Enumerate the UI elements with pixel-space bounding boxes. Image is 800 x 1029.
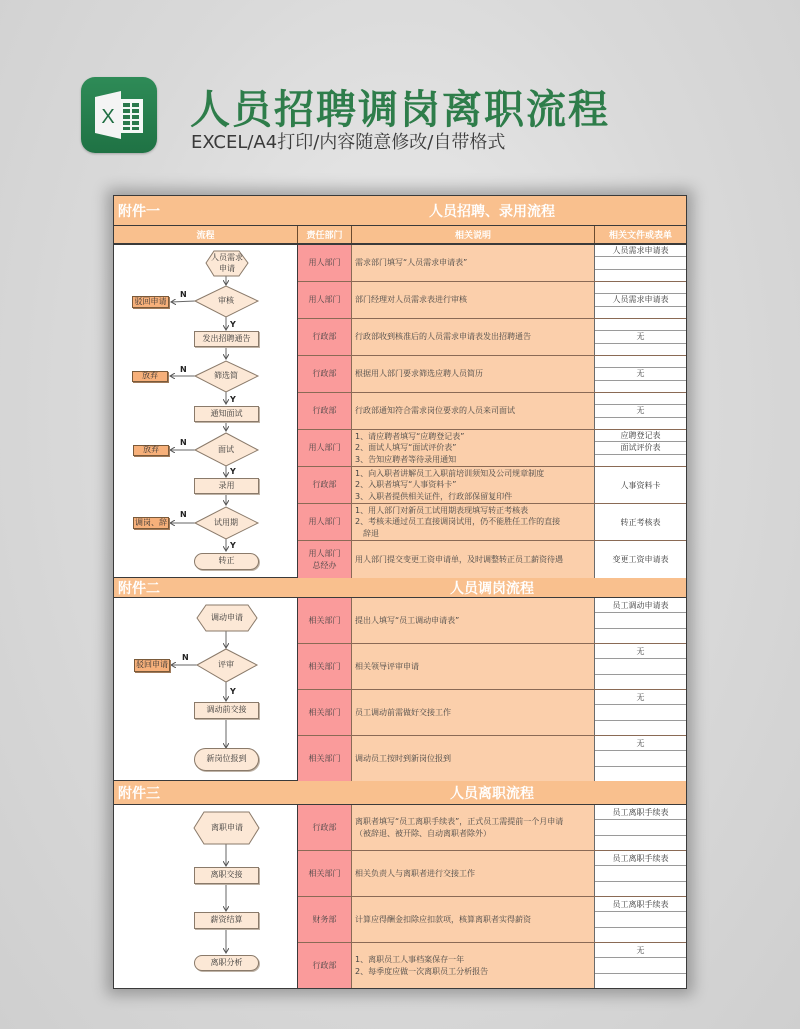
- flowchart-transfer: [114, 598, 298, 780]
- flow-side-abandon-2: 放弃: [133, 445, 169, 456]
- table-rows-recruitment: [298, 245, 686, 577]
- desc-cell: 1、向入职者讲解员工入职前培训须知及公司规章制度 2、入职者填写“人事资料卡” 3、入职者提供相关证件，行政部保留复印件: [352, 467, 595, 503]
- flow-node-report-new-post: 新岗位报到: [194, 748, 259, 771]
- form-entry: 员工离职手续表: [595, 851, 686, 866]
- label-no: N: [182, 653, 189, 662]
- spreadsheet-document: [113, 195, 687, 989]
- section-tag: 附件一: [118, 203, 160, 220]
- dept-cell: 行政部: [298, 356, 352, 392]
- forms-cell: [595, 504, 686, 540]
- form-entry: 无: [595, 690, 686, 705]
- form-entry: 无: [595, 736, 686, 751]
- section-header-resignation: [114, 781, 686, 805]
- form-entry: [595, 882, 686, 896]
- section-tag: 附件二: [118, 580, 160, 597]
- table-row: [298, 319, 686, 356]
- flow-side-abandon-1: 放弃: [132, 371, 168, 382]
- table-rows-resignation: [298, 805, 686, 988]
- column-header-flow: 流程: [114, 226, 298, 243]
- label-no: N: [180, 510, 187, 519]
- form-entry: 面试评价表: [595, 442, 686, 454]
- flowchart-recruitment: [114, 245, 298, 577]
- form-entry: 员工调动申请表: [595, 598, 686, 613]
- dept-cell: 用人部门: [298, 430, 352, 466]
- flow-node-review: 审核: [218, 295, 234, 305]
- forms-cell: [595, 851, 686, 896]
- form-entry: [595, 629, 686, 643]
- flowchart-resignation: [114, 805, 298, 988]
- desc-cell: 用人部门提交变更工资申请单，及时调整转正员工薪资待遇: [352, 541, 595, 578]
- forms-cell: [595, 393, 686, 429]
- table-row: [298, 467, 686, 504]
- forms-cell: [595, 943, 686, 988]
- flow-node-resign-analysis: 离职分析: [194, 955, 259, 971]
- form-entry: [595, 418, 686, 429]
- form-entry: [595, 705, 686, 720]
- section-tag: 附件三: [118, 785, 160, 802]
- dept-cell: 用人部门: [298, 282, 352, 318]
- desc-cell: 相关负责人与离职者进行交接工作: [352, 851, 595, 896]
- form-entry: [595, 356, 686, 368]
- form-entry: 转正考核表: [620, 517, 661, 527]
- form-entry: 无: [595, 644, 686, 659]
- desc-cell: 根据用人部门要求筛选应聘人员简历: [352, 356, 595, 392]
- forms-cell: [595, 282, 686, 318]
- section-body-resignation: [114, 805, 686, 988]
- table-rows-transfer: [298, 598, 686, 780]
- forms-cell: [595, 598, 686, 643]
- table-row: [298, 393, 686, 430]
- label-no: N: [180, 365, 187, 374]
- form-entry: 无: [595, 943, 686, 958]
- form-entry: [595, 836, 686, 850]
- form-entry: 员工离职手续表: [595, 805, 686, 820]
- page-subtitle: EXCEL/A4打印/内容随意修改/自带格式: [191, 132, 506, 153]
- section-body-recruitment: [114, 245, 686, 578]
- desc-cell: 计算应得酬金扣除应扣款项，核算离职者实得薪资: [352, 897, 595, 942]
- forms-cell: [595, 897, 686, 942]
- dept-cell: 用人部门: [298, 245, 352, 281]
- form-entry: [595, 721, 686, 735]
- form-entry: 无: [595, 368, 686, 380]
- forms-cell: [595, 541, 686, 578]
- table-row: [298, 851, 686, 897]
- form-entry: [595, 767, 686, 781]
- form-entry: 无: [595, 331, 686, 343]
- desc-cell: 1、离职员工人事档案保存一年 2、每季度应做一次离职员工分析报告: [352, 943, 595, 988]
- forms-cell: [595, 690, 686, 735]
- flow-node-resign-request: 离职申请: [211, 822, 243, 832]
- table-row: [298, 356, 686, 393]
- form-entry: [595, 866, 686, 881]
- dept-cell: 行政部: [298, 467, 352, 503]
- form-entry: [595, 270, 686, 281]
- desc-cell: 相关领导评审申请: [352, 644, 595, 689]
- form-entry: [595, 613, 686, 628]
- desc-cell: 行政部收到核准后的人员需求申请表发出招聘通告: [352, 319, 595, 355]
- table-row: [298, 805, 686, 851]
- form-entry: [595, 282, 686, 294]
- form-entry: [595, 912, 686, 927]
- form-entry: [595, 958, 686, 973]
- flow-node-transfer-request: 调动申请: [211, 612, 243, 622]
- table-row: [298, 690, 686, 736]
- forms-cell: [595, 644, 686, 689]
- forms-cell: [595, 467, 686, 503]
- table-row: [298, 897, 686, 943]
- label-yes: Y: [230, 541, 236, 550]
- form-entry: 变更工资申请表: [612, 555, 669, 564]
- section-body-transfer: [114, 598, 686, 781]
- dept-cell: 用人部门 总经办: [298, 541, 352, 578]
- dept-cell: 行政部: [298, 805, 352, 850]
- dept-cell: 相关部门: [298, 690, 352, 735]
- desc-cell: 员工调动前需做好交接工作: [352, 690, 595, 735]
- desc-cell: 部门经理对人员需求表进行审核: [352, 282, 595, 318]
- table-row: [298, 430, 686, 467]
- form-entry: [595, 455, 686, 466]
- forms-cell: [595, 805, 686, 850]
- column-header-dept: 责任部门: [298, 226, 352, 243]
- table-row: [298, 541, 686, 578]
- dept-cell: 行政部: [298, 393, 352, 429]
- flow-node-post-notice: 发出招聘通告: [194, 331, 259, 347]
- column-header-row: [114, 226, 686, 245]
- desc-cell: 行政部通知符合需求岗位要求的人员来司面试: [352, 393, 595, 429]
- form-entry: 应聘登记表: [595, 430, 686, 442]
- section-header-recruitment: [114, 196, 686, 226]
- form-entry: 员工离职手续表: [595, 897, 686, 912]
- dept-cell: 用人部门: [298, 504, 352, 540]
- column-header-desc: 相关说明: [352, 226, 595, 243]
- table-row: [298, 644, 686, 690]
- form-entry: [595, 393, 686, 405]
- flow-node-resign-handover: 离职交接: [194, 867, 259, 884]
- forms-cell: [595, 356, 686, 392]
- form-entry: [595, 319, 686, 331]
- form-entry: [595, 974, 686, 988]
- column-header-forms: 相关文件或表单: [608, 231, 672, 241]
- flow-node-screen-resume: 筛选简: [214, 370, 238, 380]
- dept-cell: 相关部门: [298, 736, 352, 781]
- flow-node-interview: 面试: [218, 444, 234, 454]
- flow-side-reject: 驳回申请: [134, 659, 170, 672]
- flow-node-salary-settlement: 薪资结算: [194, 912, 259, 929]
- dept-cell: 相关部门: [298, 644, 352, 689]
- flow-node-pre-transfer-handover: 调动前交接: [194, 702, 259, 719]
- forms-cell: [595, 319, 686, 355]
- form-entry: [595, 344, 686, 355]
- flow-side-reject: 驳回申请: [132, 296, 169, 308]
- form-entry: 人员需求申请表: [595, 294, 686, 306]
- form-entry: 人事资料卡: [620, 480, 661, 490]
- form-entry: [595, 675, 686, 689]
- table-row: [298, 736, 686, 781]
- table-row: [298, 598, 686, 644]
- form-entry: 无: [595, 405, 686, 417]
- label-no: N: [180, 290, 187, 299]
- form-entry: [595, 751, 686, 766]
- section-header-transfer: [114, 578, 686, 598]
- page-title: 人员招聘调岗离职流程: [190, 87, 610, 133]
- form-entry: [595, 257, 686, 269]
- table-row: [298, 245, 686, 282]
- desc-cell: 需求部门填写“人员需求申请表”: [352, 245, 595, 281]
- form-entry: [595, 381, 686, 392]
- table-row: [298, 504, 686, 541]
- flow-side-transfer-dismiss: 调岗、辞: [133, 517, 169, 529]
- label-yes: Y: [230, 687, 236, 696]
- desc-cell: 调动员工按时到新岗位报到: [352, 736, 595, 781]
- desc-cell: 提出人填写“员工调动申请表”: [352, 598, 595, 643]
- form-entry: 人员需求申请表: [595, 245, 686, 257]
- form-entry: [595, 820, 686, 835]
- dept-cell: 相关部门: [298, 598, 352, 643]
- label-yes: Y: [230, 467, 236, 476]
- desc-cell: 1、请应聘者填写“应聘登记表” 2、面试人填写“面试评价表” 3、告知应聘者等待录用通知: [352, 430, 595, 466]
- forms-cell: [595, 245, 686, 281]
- desc-cell: 1、用人部门对新员工试用期表现填写转正考核表 2、考核未通过员工直接调岗试用，仍不能胜任工作的直接 辞退: [352, 504, 595, 540]
- dept-cell: 行政部: [298, 943, 352, 988]
- dept-cell: 财务部: [298, 897, 352, 942]
- label-no: N: [180, 438, 187, 447]
- section-title: 人员离职流程: [450, 785, 534, 802]
- forms-cell: [595, 736, 686, 781]
- flow-node-probation: 试用期: [214, 517, 238, 527]
- forms-cell: [595, 430, 686, 466]
- dept-cell: 相关部门: [298, 851, 352, 896]
- table-row: [298, 943, 686, 988]
- label-yes: Y: [230, 320, 236, 329]
- flow-node-regularize: 转正: [194, 553, 259, 570]
- label-yes: Y: [230, 395, 236, 404]
- section-title: 人员招聘、录用流程: [429, 203, 555, 220]
- flow-node-interview-notice: 通知面试: [194, 406, 259, 422]
- desc-cell: 离职者填写“员工离职手续表”，正式员工需提前一个月申请 （被辞退、被开除、自动离职者除外）: [352, 805, 595, 850]
- excel-icon: [81, 77, 157, 153]
- form-entry: [595, 928, 686, 942]
- form-entry: [595, 307, 686, 318]
- flow-node-evaluate: 评审: [218, 659, 234, 669]
- svg-text:X: X: [101, 106, 115, 128]
- section-title: 人员调岗流程: [450, 580, 534, 597]
- form-entry: [595, 659, 686, 674]
- flow-node-hire: 录用: [194, 478, 259, 494]
- table-row: [298, 282, 686, 319]
- flow-node-demand-request: 人员需求申请: [211, 253, 243, 273]
- dept-cell: 行政部: [298, 319, 352, 355]
